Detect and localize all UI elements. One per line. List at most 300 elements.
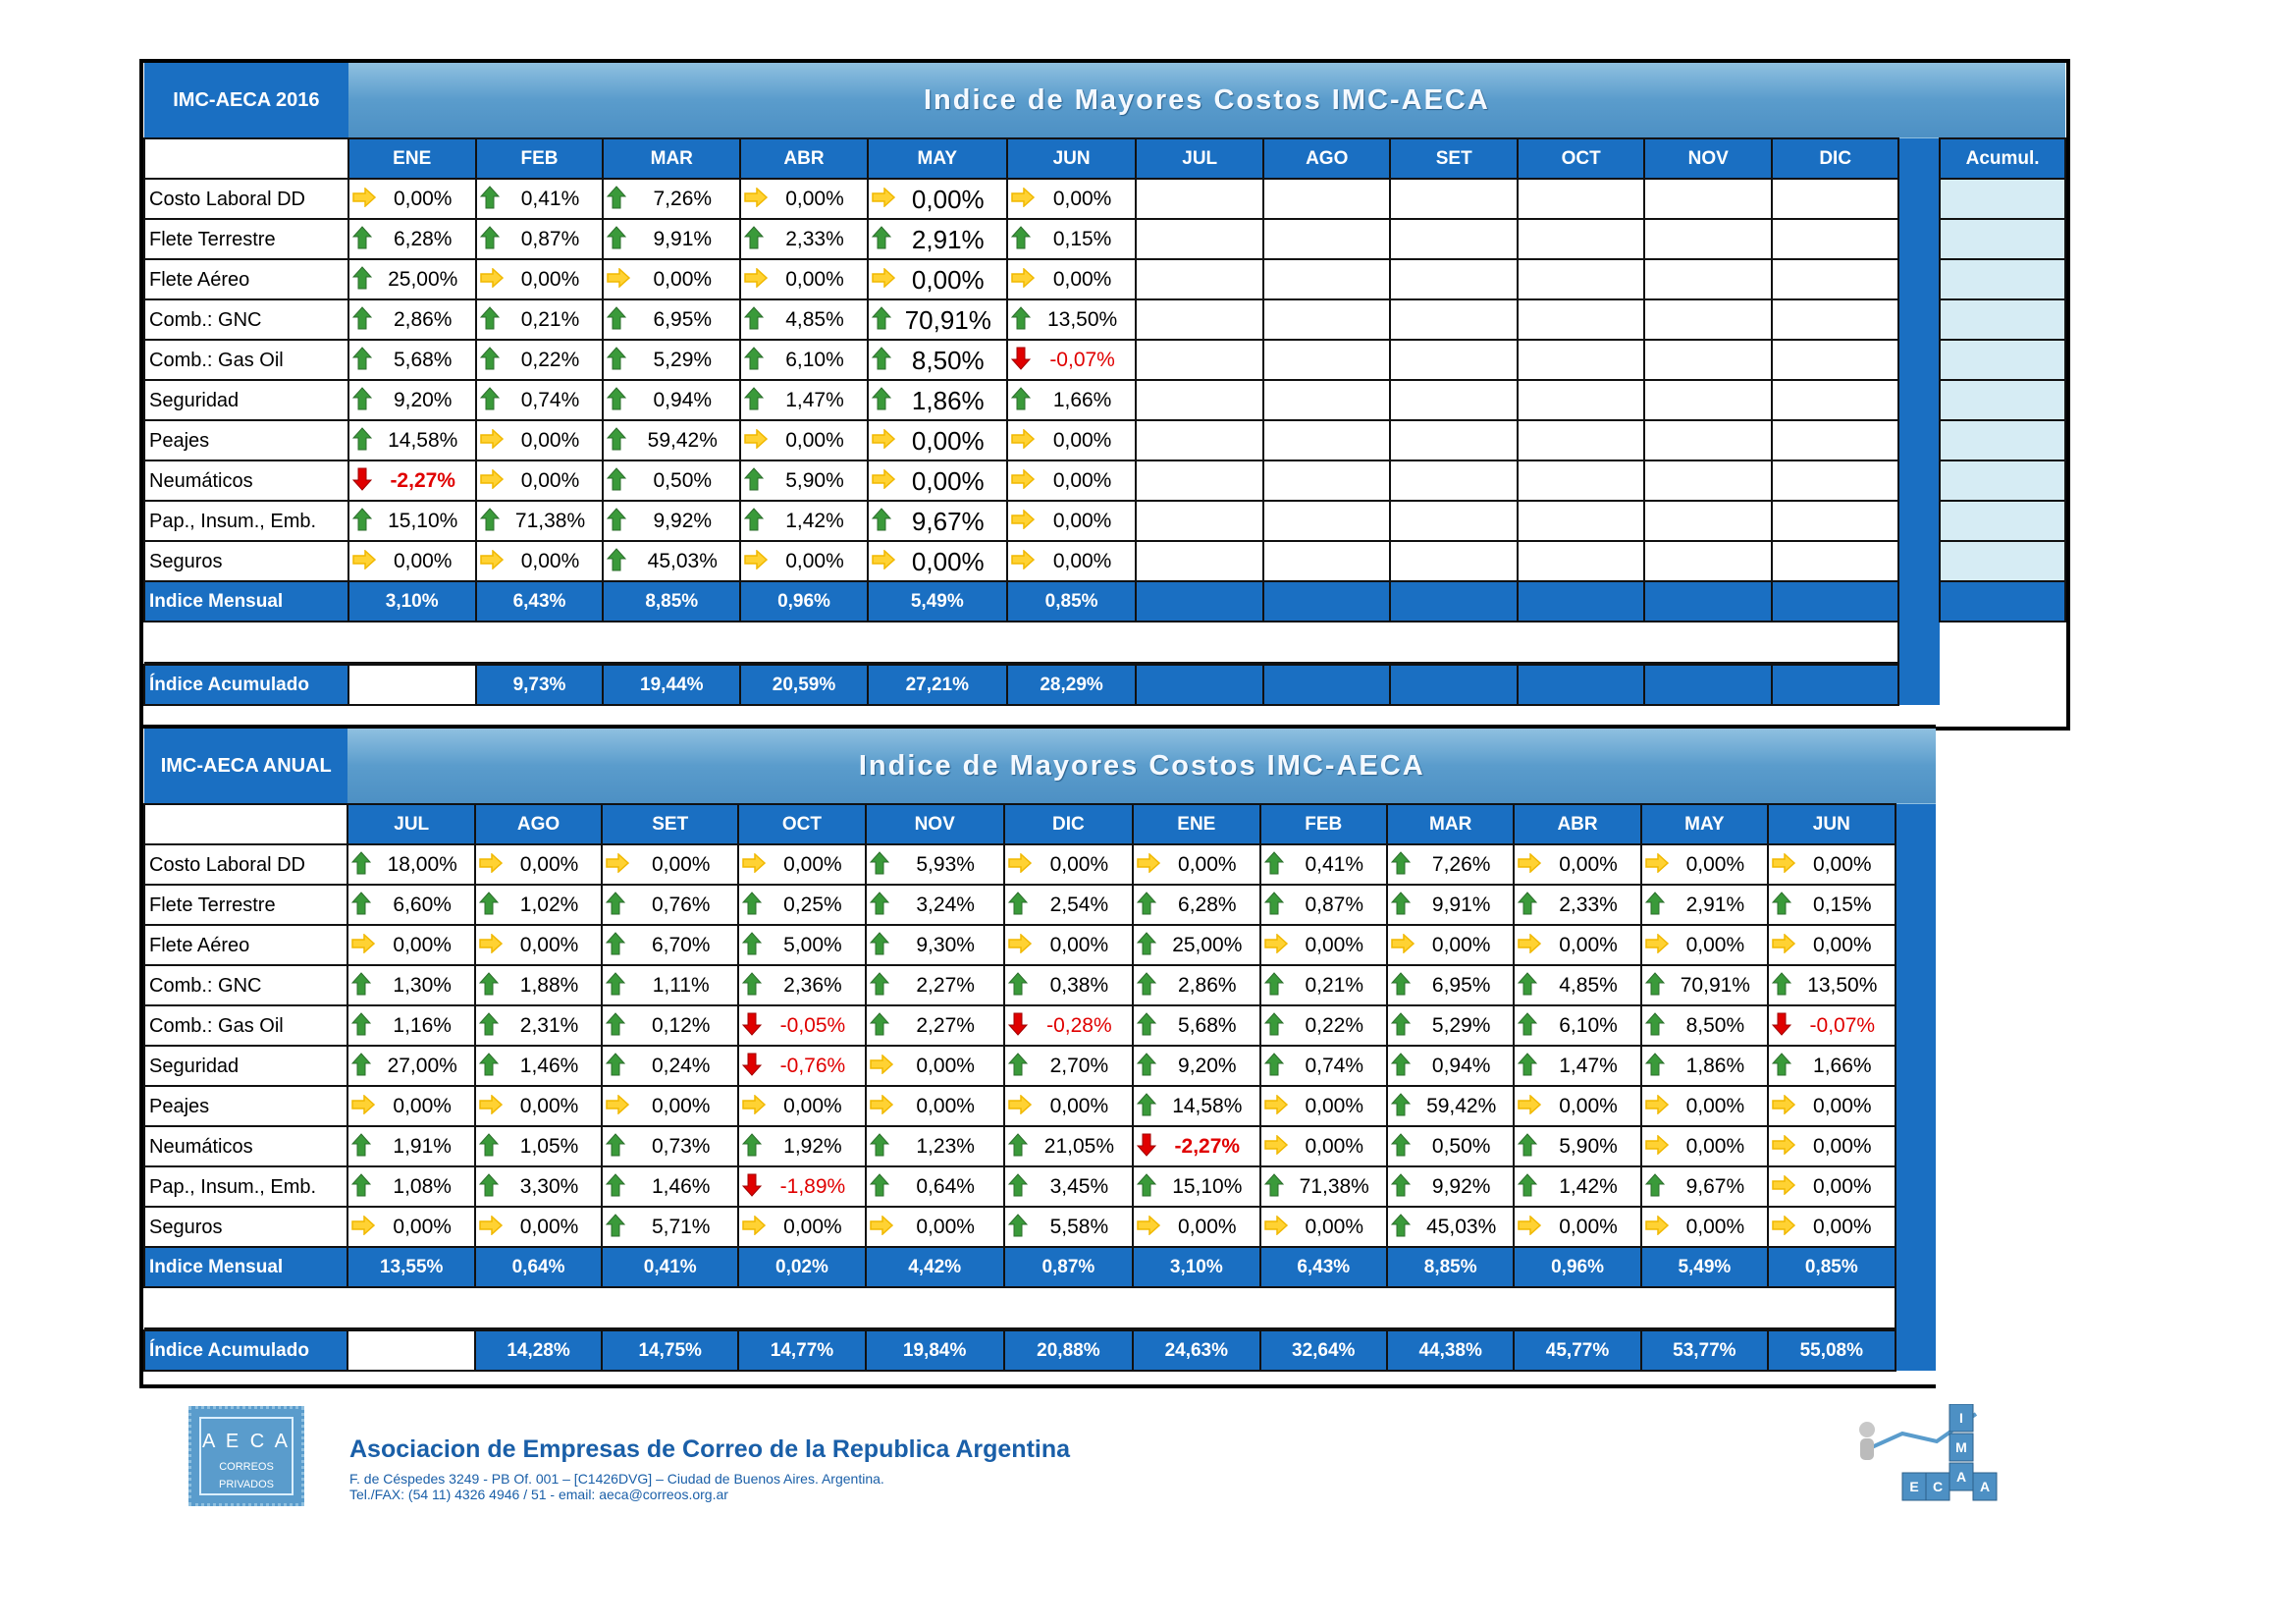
value-text: 0,00%	[520, 550, 580, 572]
value-cell	[738, 1126, 865, 1166]
value-cell	[866, 1005, 1004, 1046]
value-cell	[1004, 1207, 1133, 1247]
row-label	[144, 1005, 347, 1046]
indice-mensual-empty	[1136, 581, 1262, 622]
value-cell	[1387, 885, 1514, 925]
arrow-right-icon	[1011, 550, 1035, 573]
value-text: 0,00%	[1178, 1216, 1237, 1238]
indice-mensual-value	[1514, 1247, 1640, 1287]
indice-mensual-value	[1641, 1247, 1768, 1287]
indice-mensual-row	[144, 581, 2065, 622]
value-text: 0,41%	[520, 188, 580, 210]
arrow-right-icon	[1264, 1095, 1288, 1118]
empty-cell	[1518, 380, 1645, 420]
value-cell	[602, 1126, 738, 1166]
value-cell	[1514, 885, 1640, 925]
month-header-text: ENE	[393, 148, 432, 169]
figure-body	[1860, 1438, 1874, 1460]
arrow-up-icon	[742, 1133, 762, 1161]
arrow-up-icon	[352, 387, 372, 414]
value-text: 0,64%	[916, 1175, 975, 1198]
arrow-up-icon	[1137, 1012, 1156, 1040]
row-label-text: Comb.: Gas Oil	[149, 1014, 284, 1037]
table-row	[144, 541, 2065, 581]
value-cell	[740, 541, 868, 581]
value-cell	[603, 340, 740, 380]
value-text: 0,00%	[1052, 268, 1112, 291]
value-cell	[1260, 885, 1387, 925]
value-cell	[1514, 1207, 1640, 1247]
value-cell	[1387, 1046, 1514, 1086]
value-text: 0,00%	[1685, 1216, 1745, 1238]
value-cell	[1514, 1086, 1640, 1126]
row-label-text: Pap., Insum., Emb.	[149, 510, 317, 532]
row-label	[144, 541, 348, 581]
value-text: 9,67%	[1685, 1175, 1745, 1198]
value-text: 0,00%	[520, 469, 580, 492]
value-cell	[868, 380, 1007, 420]
table-row	[144, 925, 1936, 965]
arrow-up-icon	[744, 306, 764, 334]
value-text: 0,00%	[651, 853, 711, 876]
arrow-up-icon	[607, 347, 626, 374]
arrow-right-icon	[1518, 934, 1541, 957]
month-header-text: FEB	[1305, 814, 1343, 835]
value-text: 1,66%	[1813, 1055, 1872, 1077]
value-cell	[476, 460, 604, 501]
empty-cell	[1644, 299, 1772, 340]
imc-anual-table	[143, 729, 1936, 1372]
value-cell	[740, 219, 868, 259]
empty-cell	[1390, 541, 1517, 581]
arrow-up-icon	[479, 892, 499, 919]
value-cell	[1641, 885, 1768, 925]
month-header-row	[144, 804, 1936, 844]
arrow-up-icon	[872, 226, 891, 253]
arrow-right-icon	[1518, 1095, 1541, 1118]
arrow-up-icon	[1137, 972, 1156, 1000]
row-label-text: Flete Terrestre	[149, 228, 276, 250]
value-text: 0,41%	[1305, 853, 1364, 876]
value-cell	[1133, 1207, 1259, 1247]
value-cell	[1768, 1046, 1895, 1086]
value-cell	[738, 844, 865, 885]
title-row	[144, 729, 1936, 804]
value-cell	[868, 420, 1007, 460]
arrow-up-icon	[479, 972, 499, 1000]
arrow-right-icon	[480, 429, 504, 453]
value-text: 2,31%	[519, 1014, 579, 1037]
value-cell	[602, 844, 738, 885]
value-text: 2,86%	[393, 308, 453, 331]
arrow-right-icon	[479, 853, 503, 877]
acumul-cell	[1940, 340, 2065, 380]
month-header	[1136, 138, 1262, 179]
month-header	[1518, 138, 1645, 179]
indice-acumulado-value-text: 20,59%	[772, 675, 836, 695]
value-cell	[1768, 1207, 1895, 1247]
section-tag-text: IMC-AECA ANUAL	[160, 755, 332, 777]
acumul-cell	[1940, 380, 2065, 420]
value-cell	[1768, 965, 1895, 1005]
value-text: 0,00%	[785, 188, 844, 210]
imca-letter: I	[1959, 1410, 1963, 1426]
value-text: 1,47%	[1559, 1055, 1618, 1077]
value-cell	[348, 460, 476, 501]
acumul-header	[1940, 138, 2065, 179]
arrow-up-icon	[1008, 892, 1028, 919]
empty-cell	[1772, 541, 1898, 581]
indice-mensual-label	[144, 581, 348, 622]
empty-cell	[1518, 179, 1645, 219]
value-cell	[1514, 1005, 1640, 1046]
value-cell	[868, 340, 1007, 380]
value-text: 0,00%	[1052, 510, 1112, 532]
value-cell	[740, 299, 868, 340]
value-text: 1,46%	[651, 1175, 711, 1198]
table-row	[144, 965, 1936, 1005]
empty-cell	[1136, 460, 1262, 501]
row-label	[144, 1207, 347, 1247]
table-row	[144, 1086, 1936, 1126]
month-header	[1768, 804, 1895, 844]
arrow-up-icon	[1391, 1053, 1411, 1080]
month-header	[738, 804, 865, 844]
value-text: 1,11%	[652, 974, 710, 997]
indice-acumulado-label	[144, 1330, 347, 1371]
value-text: 8,50%	[1685, 1014, 1745, 1037]
value-text: 1,66%	[1052, 389, 1112, 411]
value-cell	[1514, 1046, 1640, 1086]
empty-cell	[1263, 420, 1391, 460]
value-text: 0,87%	[1305, 893, 1364, 916]
value-text: 0,73%	[651, 1135, 711, 1158]
value-cell	[347, 925, 474, 965]
arrow-up-icon	[1391, 851, 1411, 879]
indice-acumulado-value-text: 53,77%	[1673, 1340, 1736, 1361]
value-text: 0,00%	[1813, 853, 1872, 876]
spacer-row	[144, 622, 2065, 663]
value-text: 0,50%	[1431, 1135, 1491, 1158]
indice-acumulado-value-text: 19,44%	[640, 675, 704, 695]
row-label-text: Costo Laboral DD	[149, 853, 305, 876]
row-label-text: Neumáticos	[149, 1135, 253, 1158]
month-header-text: JUL	[1182, 148, 1218, 169]
arrow-up-icon	[872, 508, 891, 535]
value-cell	[1768, 925, 1895, 965]
value-cell	[603, 179, 740, 219]
arrow-up-icon	[480, 306, 500, 334]
arrow-right-icon	[742, 1216, 766, 1239]
value-text: 0,00%	[1685, 1135, 1745, 1158]
value-cell	[1768, 844, 1895, 885]
arrow-up-icon	[352, 306, 372, 334]
month-header	[1644, 138, 1772, 179]
value-cell	[475, 1046, 602, 1086]
value-text: 1,30%	[393, 974, 452, 997]
section-tag	[144, 63, 348, 138]
empty-cell	[1772, 259, 1898, 299]
value-cell	[347, 1126, 474, 1166]
arrow-up-icon	[606, 1214, 625, 1241]
value-text: 25,00%	[388, 268, 458, 291]
arrow-up-icon	[1008, 1214, 1028, 1241]
indice-mensual-value-text: 4,42%	[908, 1257, 962, 1277]
arrow-right-icon	[1645, 1135, 1669, 1159]
indice-mensual-value-text: 0,02%	[775, 1257, 828, 1277]
value-text: 3,30%	[519, 1175, 579, 1198]
arrow-right-icon	[606, 1095, 629, 1118]
value-text: 6,95%	[1431, 974, 1491, 997]
indice-mensual-value-text: 0,41%	[643, 1257, 697, 1277]
arrow-up-icon	[1391, 972, 1411, 1000]
value-text: 0,00%	[1052, 550, 1112, 572]
row-label-text: Seguridad	[149, 389, 240, 411]
value-cell	[348, 219, 476, 259]
arrow-up-icon	[1772, 892, 1791, 919]
empty-cell	[1263, 460, 1391, 501]
table-row	[144, 420, 2065, 460]
arrow-up-icon	[1645, 1173, 1665, 1201]
value-text: 13,50%	[1046, 308, 1118, 331]
month-header	[476, 138, 604, 179]
arrow-up-icon	[1264, 972, 1284, 1000]
value-cell	[1004, 1005, 1133, 1046]
arrow-up-icon	[352, 427, 372, 455]
arrow-up-icon	[1264, 1012, 1284, 1040]
value-text: 0,00%	[393, 934, 452, 956]
arrow-down-icon	[742, 1053, 762, 1080]
value-cell	[1133, 1166, 1259, 1207]
value-text: 0,00%	[1559, 1095, 1618, 1117]
value-cell	[738, 1046, 865, 1086]
empty-cell	[1263, 380, 1391, 420]
value-text: 5,93%	[916, 853, 975, 876]
indice-acumulado-value-text: 32,64%	[1292, 1340, 1356, 1361]
value-text: 0,00%	[1685, 934, 1745, 956]
arrow-right-icon	[1264, 934, 1288, 957]
value-cell	[868, 541, 1007, 581]
indice-acumulado-value-text: 20,88%	[1037, 1340, 1100, 1361]
row-label	[144, 1166, 347, 1207]
arrow-up-icon	[870, 1173, 889, 1201]
section-tag-text: IMC-AECA 2016	[173, 89, 320, 111]
imc-2016-table	[143, 63, 2066, 706]
arrow-up-icon	[1518, 972, 1537, 1000]
value-text: 1,88%	[519, 974, 579, 997]
empty-cell	[1644, 541, 1772, 581]
value-text: -0,76%	[779, 1055, 846, 1077]
arrow-up-icon	[479, 1053, 499, 1080]
indice-mensual-value	[475, 1247, 602, 1287]
value-text: 6,10%	[1559, 1014, 1618, 1037]
row-label-text: Costo Laboral DD	[149, 188, 305, 210]
arrow-up-icon	[607, 306, 626, 334]
value-text: 9,91%	[1431, 893, 1491, 916]
row-label	[144, 219, 348, 259]
empty-cell	[1644, 179, 1772, 219]
value-text: 1,23%	[916, 1135, 975, 1158]
value-cell	[1768, 1166, 1895, 1207]
value-text: 0,00%	[1305, 934, 1364, 956]
value-text: 0,00%	[911, 465, 985, 496]
indice-mensual-value	[348, 581, 476, 622]
value-cell	[738, 1005, 865, 1046]
month-header-text: JUN	[1052, 148, 1091, 169]
value-cell	[347, 1207, 474, 1247]
value-text: 0,00%	[1052, 188, 1112, 210]
value-cell	[1641, 1046, 1768, 1086]
row-label	[144, 1086, 347, 1126]
contact-line: Tel./FAX: (54 11) 4326 4946 / 51 - email: aeca@correos.org.ar	[349, 1487, 728, 1502]
indice-acumulado-value-text: 55,08%	[1799, 1340, 1864, 1361]
value-cell	[347, 1046, 474, 1086]
arrow-up-icon	[1772, 972, 1791, 1000]
value-text: 1,91%	[393, 1135, 452, 1158]
arrow-up-icon	[1264, 851, 1284, 879]
logo-text: A E C A	[202, 1431, 291, 1452]
month-header-text: AGO	[516, 814, 561, 835]
value-cell	[866, 1046, 1004, 1086]
value-cell	[868, 259, 1007, 299]
acumul-cell	[1940, 541, 2065, 581]
empty-cell	[1772, 420, 1898, 460]
value-text: 5,00%	[783, 934, 842, 956]
empty-cell	[1518, 460, 1645, 501]
value-cell	[1387, 965, 1514, 1005]
value-text: 0,00%	[1305, 1216, 1364, 1238]
indice-mensual-row	[144, 1247, 1936, 1287]
indice-mensual-value	[740, 581, 868, 622]
arrow-up-icon	[607, 226, 626, 253]
month-header	[1007, 138, 1137, 179]
value-text: 0,00%	[911, 425, 985, 456]
row-label-text: Seguros	[149, 550, 223, 572]
value-text: 0,00%	[1813, 934, 1872, 956]
value-cell	[740, 380, 868, 420]
arrow-right-icon	[1264, 1216, 1288, 1239]
value-cell	[1260, 844, 1387, 885]
address-line: F. de Céspedes 3249 - PB Of. 001 – [C1426DVG] – Ciudad de Buenos Aires. Argentina.	[349, 1471, 884, 1487]
month-header	[603, 138, 740, 179]
arrow-up-icon	[1264, 892, 1284, 919]
value-cell	[1641, 1005, 1768, 1046]
value-cell	[1133, 1126, 1259, 1166]
value-cell	[603, 259, 740, 299]
value-text: -0,05%	[779, 1014, 846, 1037]
arrow-right-icon	[351, 1216, 375, 1239]
value-cell	[1260, 1005, 1387, 1046]
row-label	[144, 844, 347, 885]
month-header	[347, 804, 474, 844]
value-cell	[475, 1086, 602, 1126]
value-text: 0,76%	[651, 893, 711, 916]
value-cell	[348, 299, 476, 340]
arrow-up-icon	[742, 972, 762, 1000]
indice-acumulado-value	[866, 1330, 1004, 1371]
row-label-text: Comb.: GNC	[149, 974, 262, 997]
acumul-cell	[1940, 420, 2065, 460]
arrow-up-icon	[479, 1173, 499, 1201]
indice-acumulado-label	[144, 665, 348, 705]
value-cell	[1641, 965, 1768, 1005]
arrow-up-icon	[1391, 1012, 1411, 1040]
value-text: 5,29%	[1431, 1014, 1491, 1037]
value-cell	[740, 420, 868, 460]
value-text: 13,50%	[1807, 974, 1878, 997]
month-header-text: NOV	[1687, 148, 1729, 169]
arrow-right-icon	[1008, 853, 1032, 877]
imca-logo	[1843, 1404, 2030, 1502]
value-cell	[738, 1207, 865, 1247]
table-row	[144, 380, 2065, 420]
arrow-right-icon	[744, 188, 768, 211]
value-cell	[602, 885, 738, 925]
month-header	[1641, 804, 1768, 844]
month-header	[1004, 804, 1133, 844]
value-text: -2,27%	[1174, 1135, 1241, 1158]
value-text: 0,00%	[916, 1095, 975, 1117]
value-text: 2,91%	[1685, 893, 1745, 916]
arrow-down-icon	[742, 1012, 762, 1040]
empty-cell	[1263, 340, 1391, 380]
indice-acumulado-value-text: 44,38%	[1418, 1340, 1482, 1361]
indice-mensual-value	[1387, 1247, 1514, 1287]
value-text: 15,10%	[388, 510, 458, 532]
value-cell	[1768, 885, 1895, 925]
empty-cell	[1390, 501, 1517, 541]
value-text: 1,16%	[393, 1014, 452, 1037]
empty-cell	[1772, 460, 1898, 501]
arrow-up-icon	[1264, 1173, 1284, 1201]
arrow-up-icon	[1008, 1173, 1028, 1201]
value-text: 9,30%	[916, 934, 975, 956]
section-title-text: Indice de Mayores Costos IMC-AECA	[923, 83, 1490, 116]
value-cell	[1133, 965, 1259, 1005]
indice-acumulado-row	[144, 665, 2065, 705]
imca-letter: C	[1932, 1479, 1944, 1494]
value-cell	[740, 501, 868, 541]
month-header	[1133, 804, 1259, 844]
value-cell	[602, 925, 738, 965]
value-cell	[475, 1005, 602, 1046]
month-header-text: JUN	[1812, 814, 1850, 835]
table-row	[144, 259, 2065, 299]
value-text: 0,00%	[519, 853, 579, 876]
value-cell	[1007, 501, 1137, 541]
indice-acumulado-value-text: 19,84%	[902, 1340, 967, 1361]
value-text: 59,42%	[1426, 1095, 1497, 1117]
value-cell	[347, 1005, 474, 1046]
arrow-up-icon	[1645, 892, 1665, 919]
arrow-up-icon	[480, 226, 500, 253]
indice-acumulado-row	[144, 1330, 1936, 1371]
empty-cell	[1772, 219, 1898, 259]
value-cell	[1007, 420, 1137, 460]
arrow-up-icon	[1518, 1012, 1537, 1040]
empty-cell	[1518, 340, 1645, 380]
indice-acumulado-value	[1004, 1330, 1133, 1371]
value-text: 0,00%	[785, 550, 844, 572]
month-header	[1514, 804, 1640, 844]
indice-mensual-value-text: 0,96%	[777, 591, 830, 612]
value-text: 9,92%	[1431, 1175, 1491, 1198]
value-cell	[740, 340, 868, 380]
arrow-right-icon	[351, 934, 375, 957]
value-cell	[1260, 965, 1387, 1005]
empty-cell	[1136, 340, 1262, 380]
row-label	[144, 885, 347, 925]
